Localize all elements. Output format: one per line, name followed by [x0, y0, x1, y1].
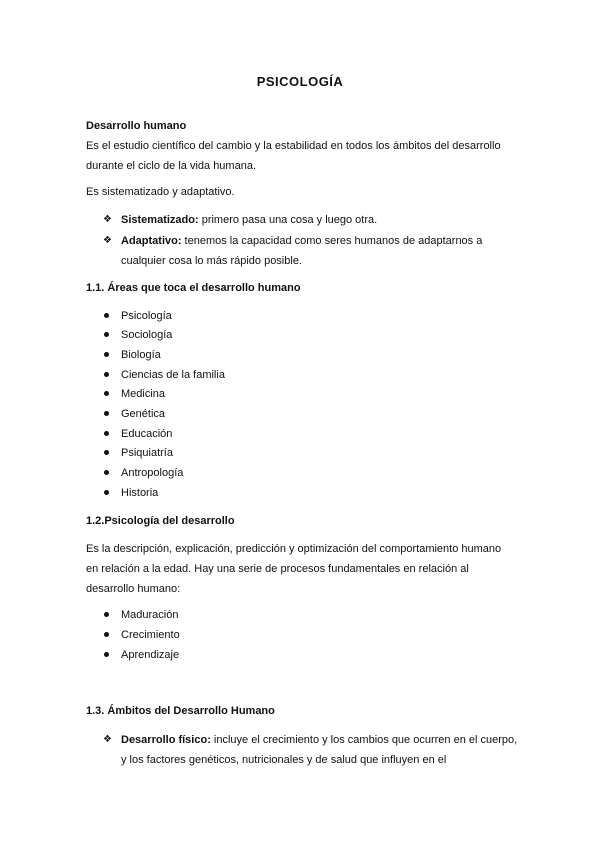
bullet-dot-icon — [104, 652, 109, 657]
list-item: Genética — [103, 404, 165, 424]
bullet-dot-icon — [104, 612, 109, 617]
section-heading-1-1: 1.1. Áreas que toca el desarrollo humano — [86, 282, 301, 294]
list-item: Medicina — [103, 384, 165, 404]
item-term: Adaptativo: — [121, 235, 182, 247]
diamond-bullet-icon: ❖ — [103, 235, 112, 246]
bullet-dot-icon — [104, 372, 109, 377]
list-item: Biología — [103, 345, 161, 365]
item-text: incluye el crecimiento y los cambios que ocurren en el cuerpo, y los factores genéticos, nutricionales y de salud que influyen en el — [121, 734, 518, 766]
bullet-dot-icon — [104, 352, 109, 357]
list-item: Educación — [103, 424, 172, 444]
item-term: Sistematizado: — [121, 214, 199, 226]
list-item: Psicología — [103, 306, 172, 326]
document-title: PSICOLOGÍA — [256, 74, 344, 89]
list-item: Maduración — [103, 605, 178, 625]
bullet-dot-icon — [104, 450, 109, 455]
intro-paragraph: Es el estudio científico del cambio y la estabilidad en todos los ámbitos del desarrollo durante el ciclo de la vida humana. — [86, 140, 501, 172]
list-item — [103, 210, 521, 230]
diamond-bullet-icon: ❖ — [103, 214, 112, 225]
intro-note: Es sistematizado y adaptativo. — [86, 186, 235, 198]
item-term: Desarrollo físico: — [121, 734, 211, 746]
item-text: primero pasa una cosa y luego otra. — [198, 214, 378, 226]
section-heading-1-2: 1.2.Psicología del desarrollo — [86, 515, 235, 527]
bullet-dot-icon — [104, 411, 109, 416]
diamond-bullet-icon: ❖ — [103, 734, 112, 745]
bullet-dot-icon — [104, 313, 109, 318]
list-item: Psiquiatría — [103, 443, 173, 463]
list-item: Antropología — [103, 463, 183, 483]
list-item: Sociología — [103, 325, 172, 345]
list-item: Historia — [103, 483, 158, 503]
list-item — [103, 730, 521, 770]
bullet-dot-icon — [104, 490, 109, 495]
bullet-dot-icon — [104, 431, 109, 436]
bullet-dot-icon — [104, 332, 109, 337]
section-heading-1-3: 1.3. Ámbitos del Desarrollo Humano — [86, 705, 275, 717]
bullet-dot-icon — [104, 391, 109, 396]
bullet-dot-icon — [104, 632, 109, 637]
list-item: Crecimiento — [103, 625, 180, 645]
item-text: tenemos la capacidad como seres humanos de adaptarnos a cualquier cosa lo más rápido posible. — [121, 235, 483, 267]
section-1-2-paragraph: Es la descripción, explicación, predicción y optimización del comportamiento humano en relación a la edad. Hay una serie de procesos fundamentales en relación al desarrollo humano: — [86, 543, 502, 595]
list-item: Ciencias de la familia — [103, 365, 225, 385]
list-item — [103, 231, 521, 271]
bullet-dot-icon — [104, 470, 109, 475]
section-heading-desarrollo-humano: Desarrollo humano — [86, 120, 187, 132]
list-item: Aprendizaje — [103, 645, 179, 665]
